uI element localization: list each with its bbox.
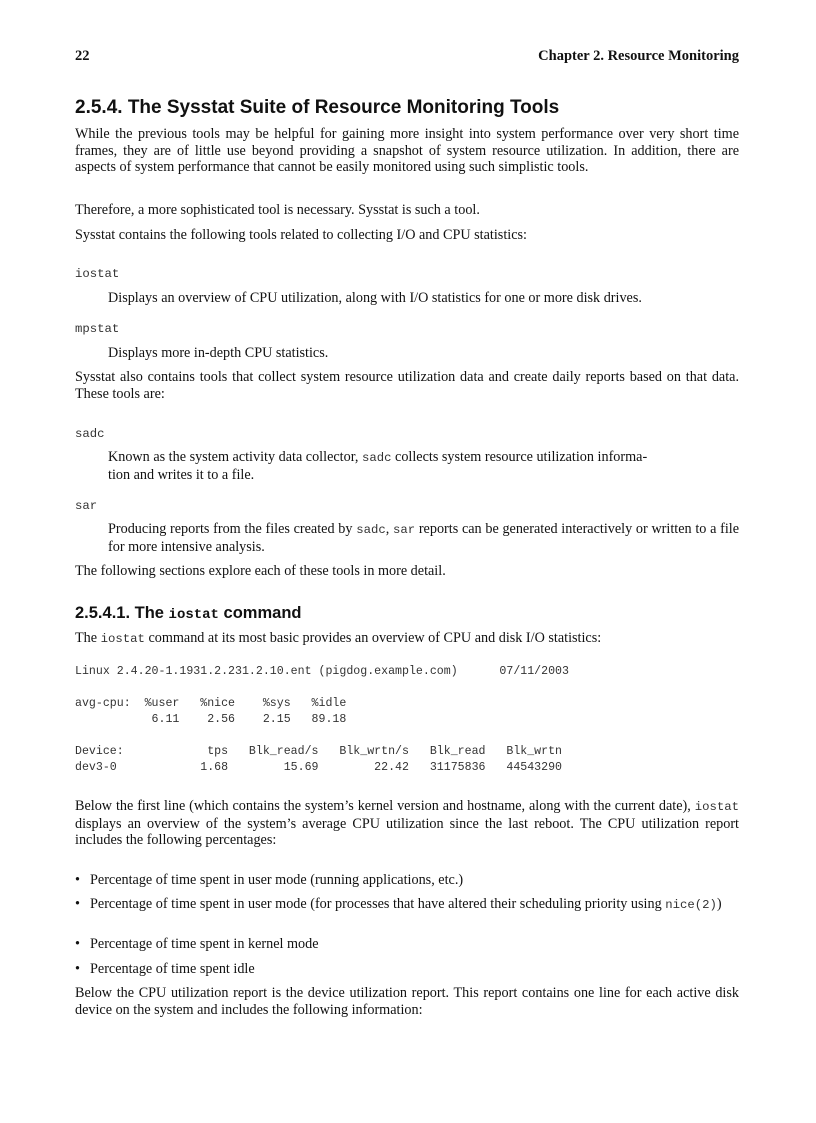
desc-sadc-text-3: tion and writes it to a file.	[108, 466, 255, 483]
inline-code-sadc: sadc	[361, 451, 392, 465]
subsection-heading-code: iostat	[168, 607, 219, 623]
inline-code-nice: nice(2)	[665, 898, 717, 912]
bullet-icon: •	[75, 961, 80, 977]
paragraph-below-first-line	[75, 798, 739, 849]
iostat-intro-text-2: command at its most basic provides an overview of CPU and disk I/O statistics:	[144, 630, 602, 646]
desc-sadc-text-2: collects system resource utilization informa-	[391, 449, 648, 465]
paragraph-device-report: Below the CPU utilization report is the device utilization report. This report contains one line for each active disk device on the system and includes the following information:	[75, 985, 739, 1018]
subsection-heading-text-2: command	[218, 604, 302, 622]
running-header	[75, 48, 739, 66]
inline-code-sadc-2: sadc	[356, 523, 386, 537]
list-item-text: Percentage of time spent in kernel mode	[90, 936, 319, 952]
term-sar: sar	[75, 499, 98, 513]
list-item-text-close: )	[716, 896, 722, 912]
paragraph-following-sections: The following sections explore each of these tools in more detail.	[75, 563, 446, 579]
list-item-text	[90, 896, 739, 914]
paragraph-intro: While the previous tools may be helpful for gaining more insight into system performance over very short time frames, they are of little use beyond providing a snapshot of system resource utilization. In addition, there are aspects of system performance that cannot be easily monitored using such simplistic tools.	[75, 126, 739, 175]
bullet-icon: •	[75, 936, 80, 952]
term-iostat: iostat	[75, 267, 120, 281]
list-item-text: Percentage of time spent in user mode (running applications, etc.)	[90, 872, 464, 888]
iostat-output-screen: Linux 2.4.20-1.1931.2.231.2.10.ent (pigdog.example.com) 07/11/2003 avg-cpu: %user %nice %sys %idle 6.11 2.56 2.15 89.18 Device: tps Blk_read/s Blk_wrtn/s Blk_read Blk_wrtn dev3-0 1.68 15.69 22.42 31175836 44543290	[75, 665, 569, 774]
desc-sar-text: Producing reports from the files created by	[108, 521, 357, 537]
desc-iostat: Displays an overview of CPU utilization, along with I/O statistics for one or more disk drives.	[108, 290, 642, 306]
inline-code-iostat-2: iostat	[694, 800, 739, 814]
subsection-heading	[75, 603, 302, 625]
chapter-title: Chapter 2. Resource Monitoring	[538, 48, 739, 64]
bullet-icon: •	[75, 896, 80, 912]
list-item-text-part: Percentage of time spent in user mode (for processes that have altered their scheduling priority using	[90, 896, 666, 912]
paragraph-sophisticated: Therefore, a more sophisticated tool is necessary. Sysstat is such a tool.	[75, 202, 480, 218]
below-first-line-text: Below the first line (which contains the system’s kernel version and hostname, along with the current date),	[75, 798, 695, 814]
bullet-icon: •	[75, 872, 80, 888]
desc-sar	[108, 521, 739, 555]
term-mpstat: mpstat	[75, 322, 120, 336]
subsection-heading-text: 2.5.4.1. The	[75, 604, 169, 622]
paragraph-tools-list-intro: Sysstat contains the following tools related to collecting I/O and CPU statistics:	[75, 227, 527, 243]
desc-sar-text-2: reports can be generated interactively or written to a file for more intensive analysis.	[108, 521, 739, 555]
desc-sar-comma: ,	[385, 521, 393, 537]
section-heading: 2.5.4. The Sysstat Suite of Resource Monitoring Tools	[75, 97, 560, 118]
inline-code-sar: sar	[392, 523, 416, 537]
term-sadc: sadc	[75, 427, 105, 441]
iostat-intro-text: The	[75, 630, 101, 646]
desc-sadc-text: Known as the system activity data collector,	[108, 449, 362, 465]
paragraph-daily-reports: Sysstat also contains tools that collect system resource utilization data and create daily reports based on that data. These tools are:	[75, 369, 739, 402]
page-number: 22	[75, 48, 90, 64]
desc-sadc	[108, 449, 739, 483]
paragraph-iostat-intro	[75, 630, 739, 648]
below-first-line-text-2: displays an overview of the system’s average CPU utilization since the last reboot. The CPU utilization report includes the following percentages:	[75, 815, 739, 848]
list-item-text: Percentage of time spent idle	[90, 961, 255, 977]
inline-code-iostat: iostat	[100, 632, 145, 646]
desc-mpstat: Displays more in-depth CPU statistics.	[108, 345, 329, 361]
